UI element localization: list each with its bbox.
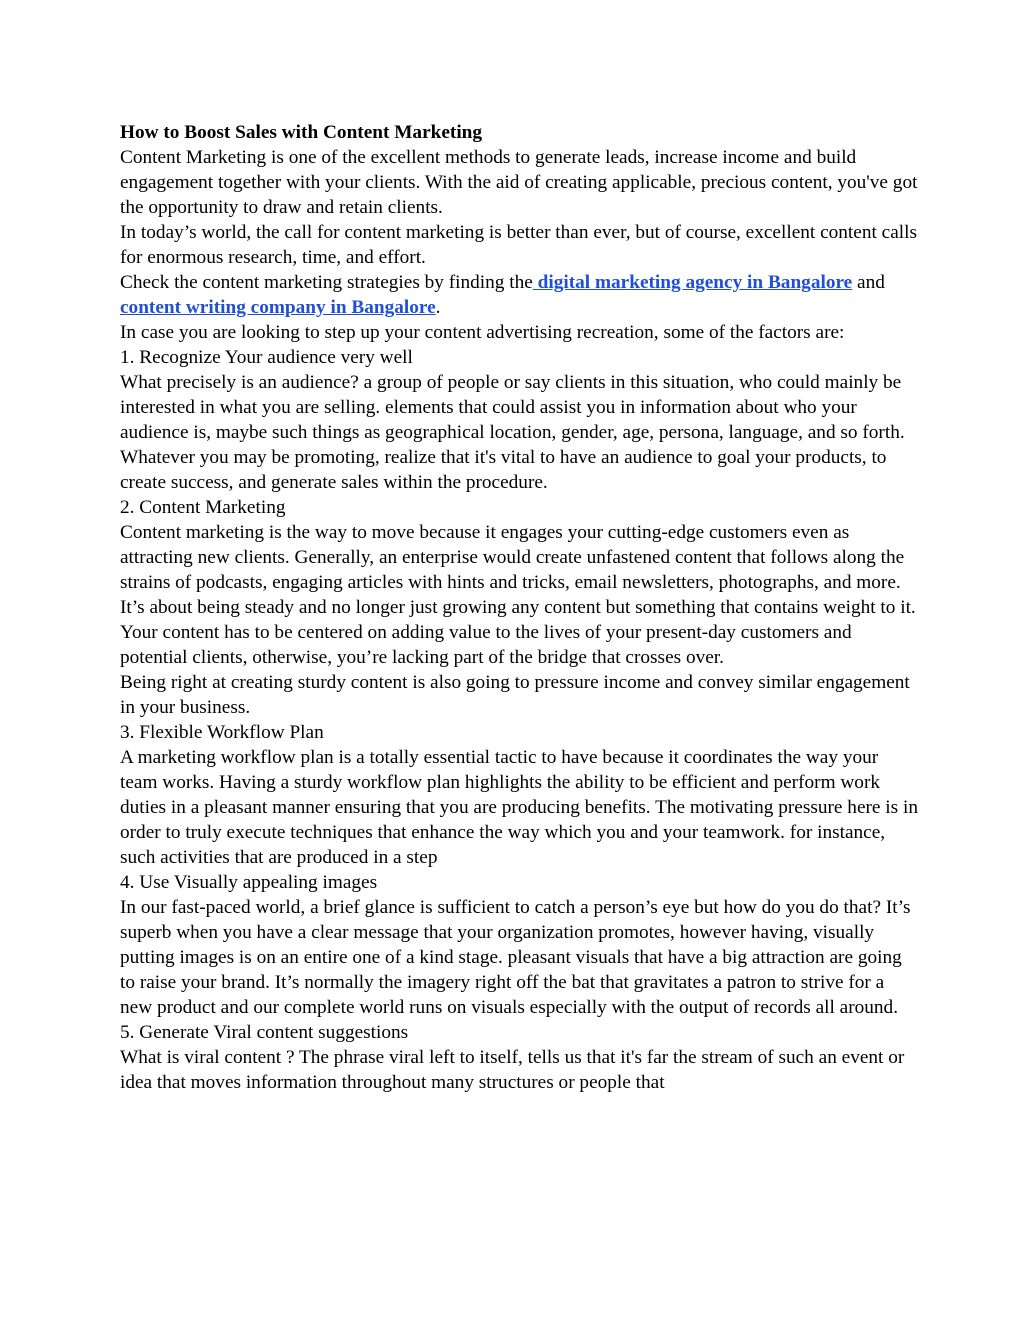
- paragraph-viral-content: What is viral content ? The phrase viral left to itself, tells us that it's far the stream of such an event or idea that moves information throughout many structures or people that: [120, 1047, 905, 1093]
- paragraph-todays-world: In today’s world, the call for content marketing is better than ever, but of course, excellent content calls for enormous research, time, and effort.: [120, 222, 917, 268]
- paragraph-content-marketing: Content marketing is the way to move because it engages your cutting-edge customers even as attracting new clients. Generally, an enterprise would create unfastened content that follows along the strains of podcasts, engaging articles with hints and tricks, email newsletters, photographs, and more. It’s about being steady and no longer just growing any content but something that contains weight to it. Your content has to be centered on adding value to the lives of your present-day customers and potential clients, otherwise, you’re lacking part of the bridge that crosses over.: [120, 522, 916, 668]
- paragraph-sturdy-content: Being right at creating sturdy content is also going to pressure income and convey similar engagement in your business.: [120, 672, 910, 718]
- heading-workflow-plan: 3. Flexible Workflow Plan: [120, 722, 324, 743]
- digital-marketing-agency-link[interactable]: digital marketing agency in Bangalore: [532, 272, 853, 293]
- paragraph-visual-images: In our fast-paced world, a brief glance is sufficient to catch a person’s eye but how do you do that? It’s superb when you have a clear message that your organization promotes, however having, visually putting images is on an entire one of a kind stage. pleasant visuals that have a big attraction are going to raise your brand. It’s normally the imagery right off the bat that gravitates a patron to strive for a new product and our complete world runs on visuals especially with the output of records all around.: [120, 897, 911, 1018]
- heading-viral-content: 5. Generate Viral content suggestions: [120, 1022, 409, 1043]
- content-writing-company-link[interactable]: content writing company in Bangalore: [120, 297, 436, 318]
- paragraph-audience: What precisely is an audience? a group of people or say clients in this situation, who could mainly be interested in what you are selling. elements that could assist you in information about who your audience is, maybe such things as geographical location, gender, age, persona, language, and so forth. Whatever you may be promoting, realize that it's vital to have an audience to goal your products, to create success, and generate sales within the procedure.: [120, 372, 905, 493]
- document-title: How to Boost Sales with Content Marketing: [120, 122, 483, 143]
- paragraph-factors-intro: In case you are looking to step up your content advertising recreation, some of the factors are:: [120, 322, 845, 343]
- check-strategies-text: Check the content marketing strategies by finding the: [120, 272, 533, 293]
- and-text: and: [852, 272, 885, 293]
- paragraph-intro: Content Marketing is one of the excellent methods to generate leads, increase income and build engagement together with your clients. With the aid of creating applicable, precious content, you've got the opportunity to draw and retain clients.: [120, 147, 918, 218]
- paragraph-workflow-plan: A marketing workflow plan is a totally essential tactic to have because it coordinates the way your team works. Having a sturdy workflow plan highlights the ability to be efficient and perform work duties in a pleasant manner ensuring that you are producing benefits. The motivating pressure here is in order to truly execute techniques that enhance the way which you and your teamwork. for instance, such activities that are produced in a step: [120, 747, 918, 868]
- paragraph-check-strategies: [120, 270, 920, 320]
- heading-content-marketing: 2. Content Marketing: [120, 497, 286, 518]
- document-page: [120, 120, 920, 1095]
- period-text: .: [435, 297, 441, 318]
- heading-recognize-audience: 1. Recognize Your audience very well: [120, 347, 413, 368]
- heading-visual-images: 4. Use Visually appealing images: [120, 872, 378, 893]
